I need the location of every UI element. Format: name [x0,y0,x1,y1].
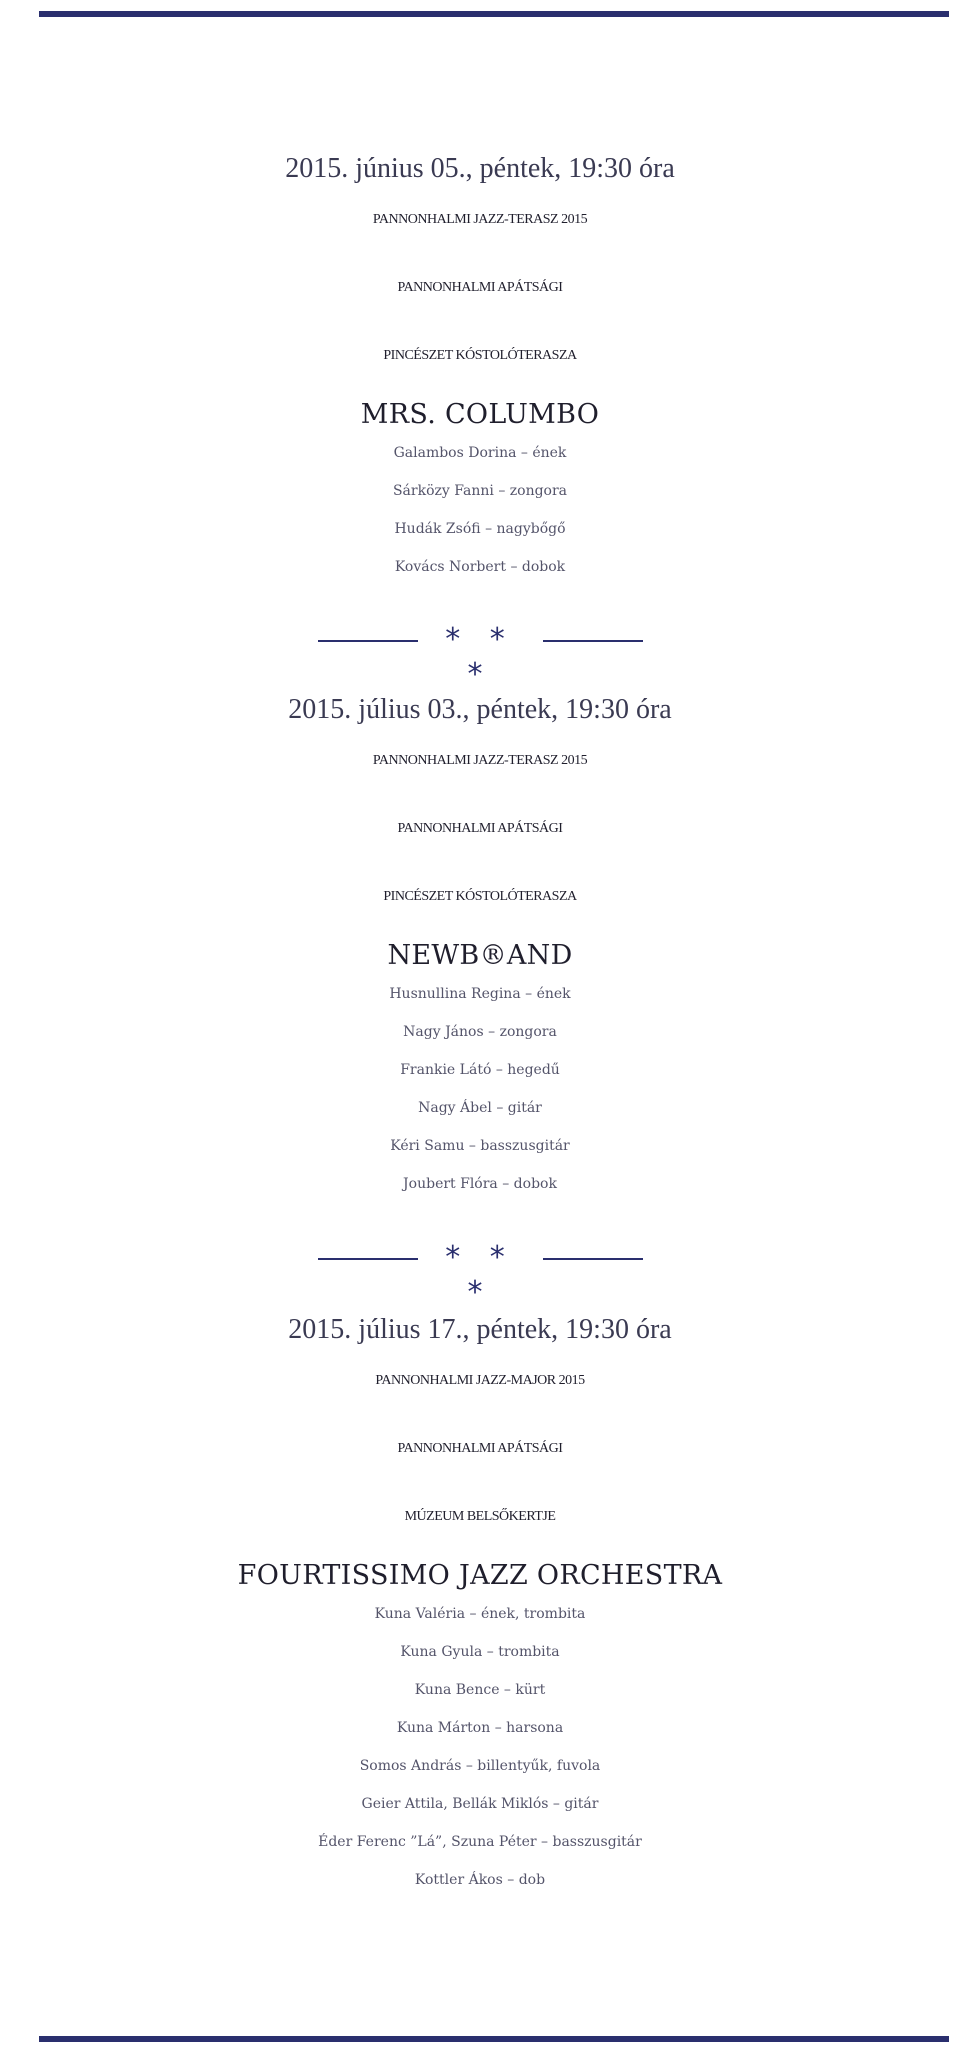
member-item: Éder Ferenc ”Lá”, Szuna Péter – basszusgitár [318,1834,642,1850]
event-title-line: MÚZEUM BELSŐKERTJE [404,1509,556,1524]
event-title [0,727,960,931]
event-1 [0,152,960,586]
member-item: Somos András – billentyűk, fuvola [359,1758,601,1774]
member-item: Nagy János – zongora [403,1024,557,1040]
member-item: Kovács Norbert – dobok [394,559,566,575]
event-date: 2015. június 05., péntek, 19:30 óra [285,153,675,184]
event-2 [0,693,960,1203]
top-border-rule [39,11,949,17]
event-title [0,1347,960,1551]
member-list [0,975,960,1203]
event-title-line: PINCÉSZET KÓSTOLÓTERASZA [383,348,577,363]
section-divider [0,620,960,692]
member-list [0,1595,960,1899]
member-item: Hudák Zsófi – nagybőgő [394,521,566,537]
event-title-line: PANNONHALMI JAZZ-MAJOR 2015 [375,1373,585,1388]
event-date: 2015. július 03., péntek, 19:30 óra [288,694,672,725]
asterism-icon: * * * [445,622,515,692]
member-item: Joubert Flóra – dobok [403,1176,557,1192]
member-item: Kéri Samu – basszusgitár [390,1138,570,1154]
member-item: Geier Attila, Bellák Miklós – gitár [361,1796,599,1812]
event-title-line: PANNONHALMI APÁTSÁGI [397,821,563,836]
divider-line-left [318,640,418,642]
member-item: Kuna Gyula – trombita [400,1644,560,1660]
member-item: Husnullina Regina – ének [389,986,571,1002]
event-title-line: PANNONHALMI APÁTSÁGI [397,280,563,295]
member-item: Sárközy Fanni – zongora [392,483,568,499]
event-3 [0,1313,960,1899]
member-item: Frankie Látó – hegedű [400,1062,560,1078]
event-title-line: PANNONHALMI JAZZ-TERASZ 2015 [372,753,588,768]
event-title-line: PINCÉSZET KÓSTOLÓTERASZA [383,889,577,904]
band-name: FOURTISSIMO JAZZ ORCHESTRA [237,1560,723,1591]
member-item: Nagy Ábel – gitár [418,1100,542,1116]
member-item: Kuna Valéria – ének, trombita [374,1606,586,1622]
event-title-line: PANNONHALMI APÁTSÁGI [397,1441,563,1456]
member-item: Kottler Ákos – dob [414,1872,546,1888]
member-item: Galambos Dorina – ének [393,445,567,461]
event-title-line: PANNONHALMI JAZZ-TERASZ 2015 [372,212,588,227]
divider-line-right [543,1258,643,1260]
member-item: Kuna Bence – kürt [414,1682,546,1698]
divider-line-left [318,1258,418,1260]
asterism-icon: * * * [445,1240,515,1310]
member-list [0,434,960,586]
section-divider [0,1238,960,1310]
band-name: MRS. COLUMBO [360,399,600,430]
member-item: Kuna Márton – harsona [396,1720,564,1736]
bottom-border-rule [39,2036,949,2042]
band-name: NEWB®AND [387,940,573,971]
event-date: 2015. július 17., péntek, 19:30 óra [288,1314,672,1345]
divider-line-right [543,640,643,642]
event-title [0,186,960,390]
